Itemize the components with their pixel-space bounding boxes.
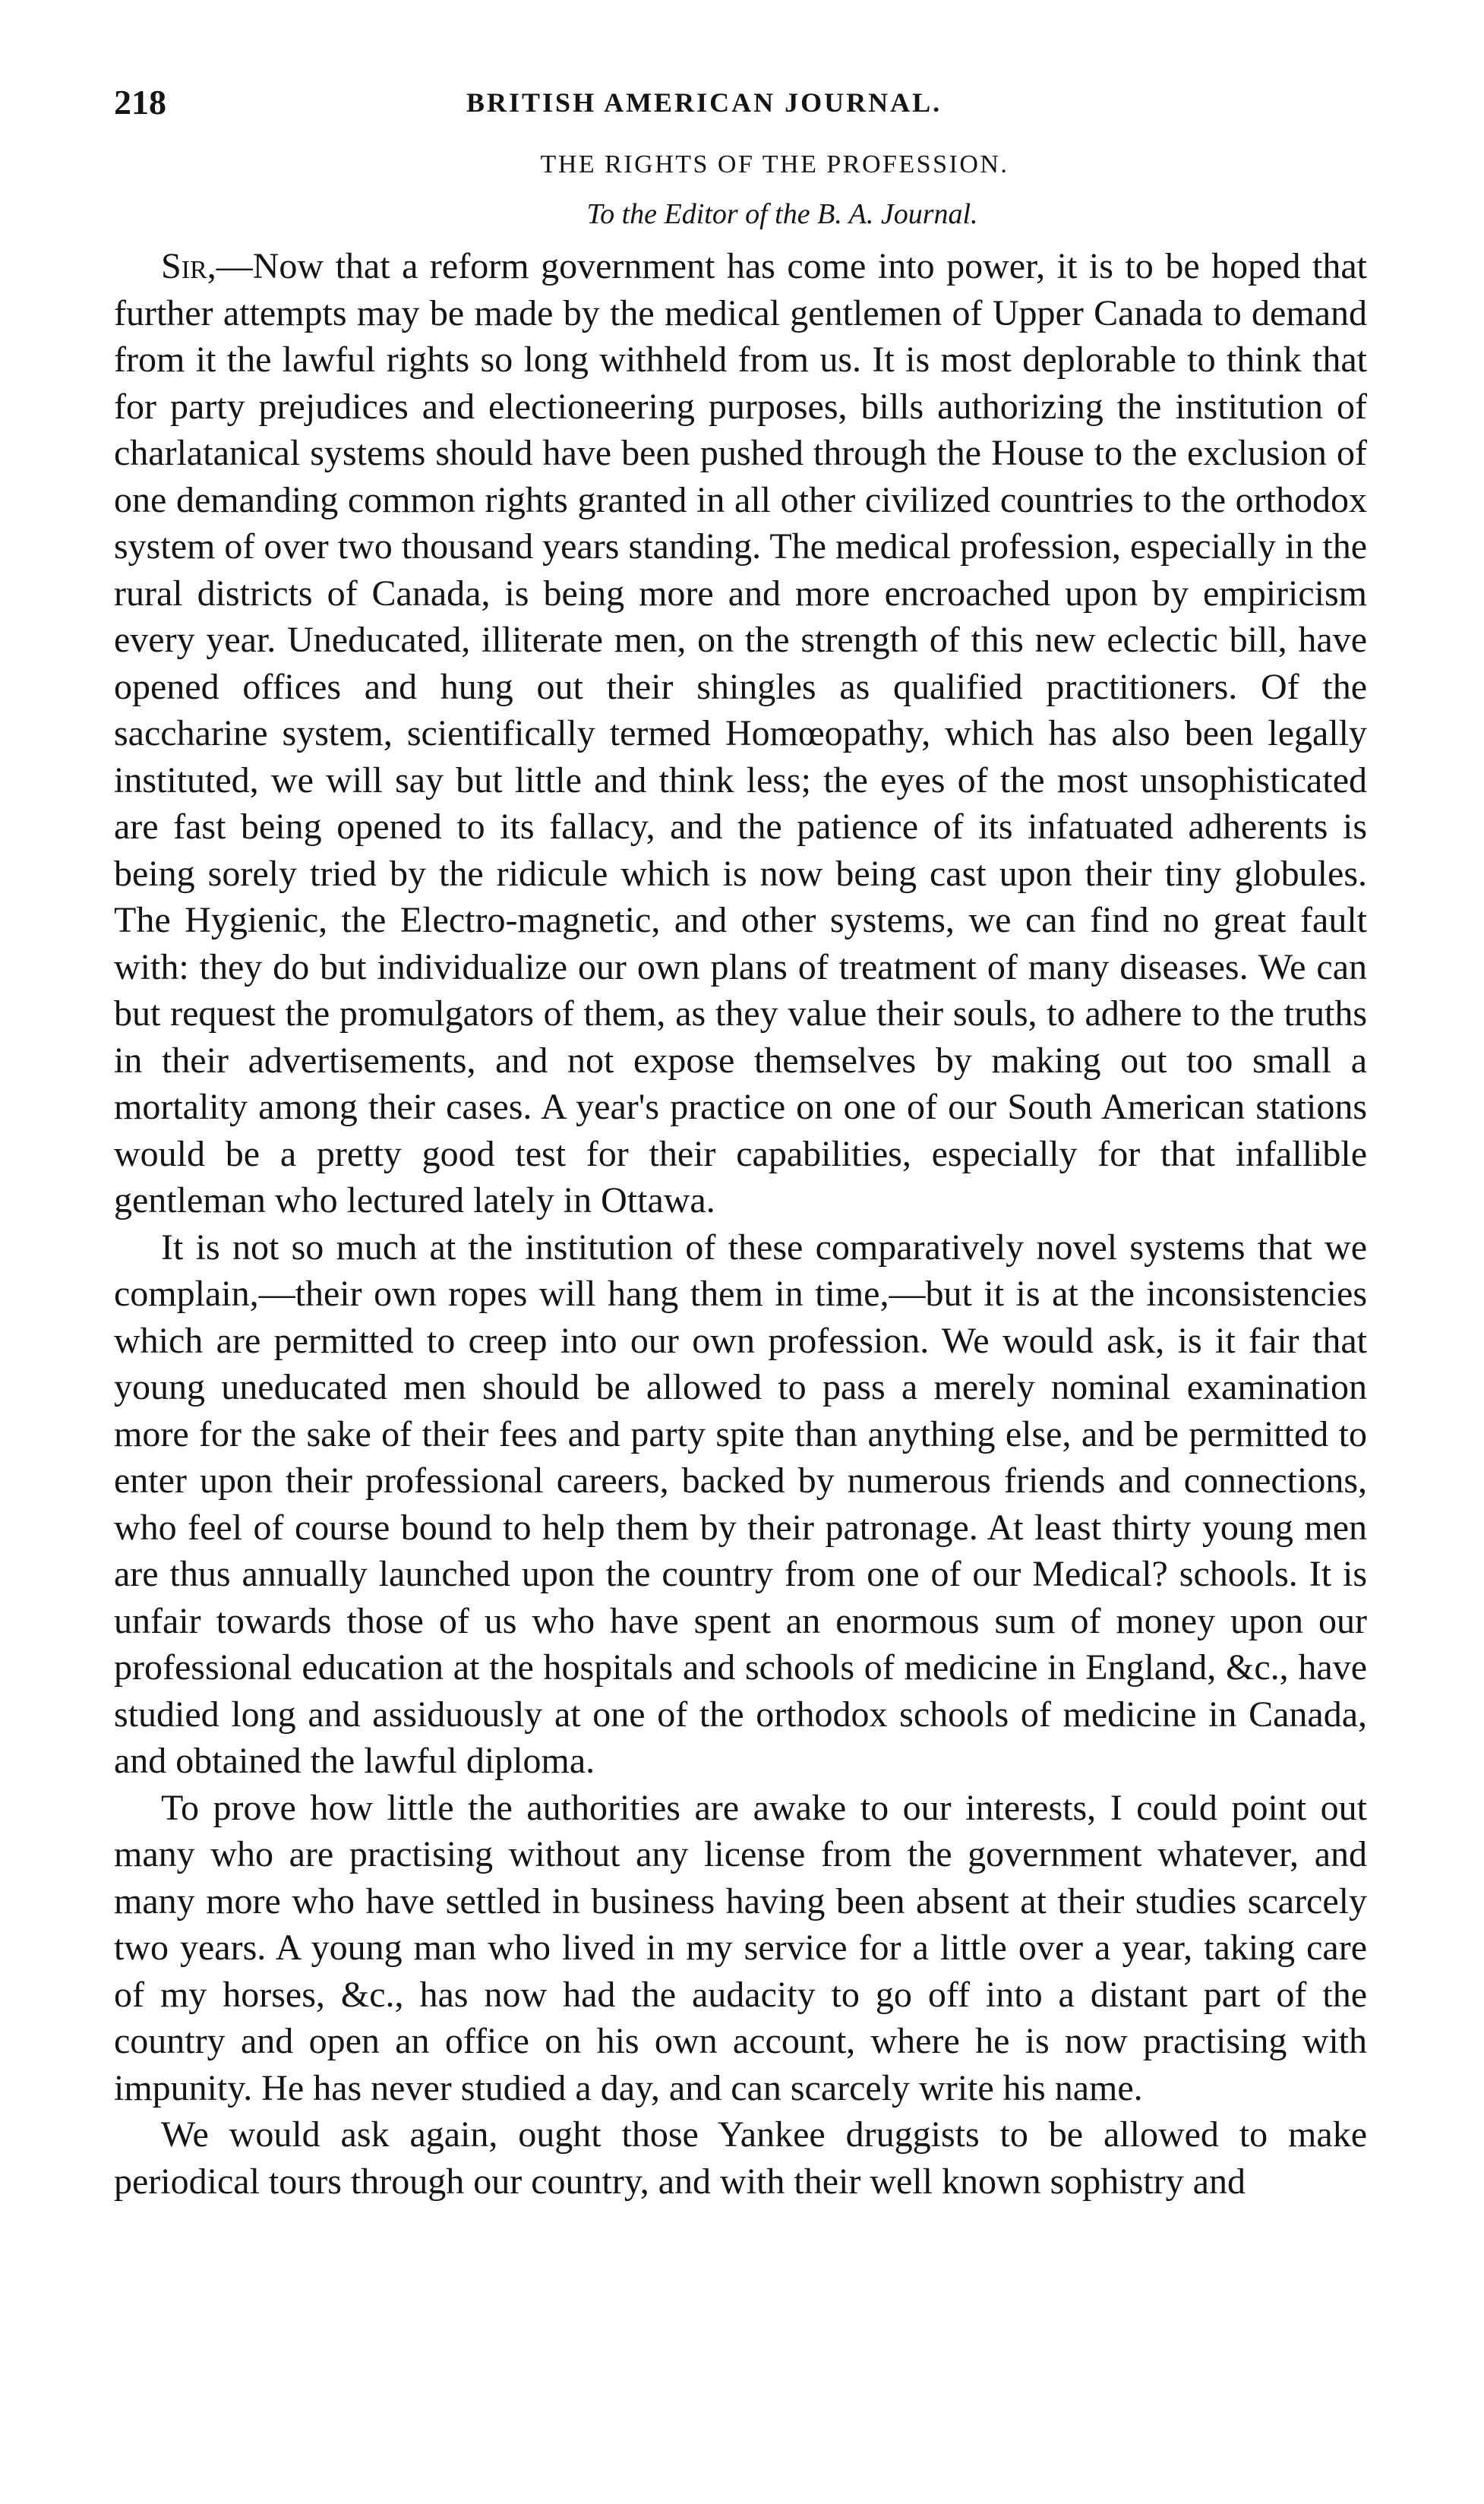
paragraph-3: To prove how little the authorities are awake to our interests, I could point out many who are practising without any license from the government whatever, and many more who have settled in business having been absent at their studies scarcely two years. A young man who lived in my service for a little over a year, taking care of my horses, &c., has now had the audacity to go off into a distant part of the country and open an office on his own account, where he is now practising with impunity. He has never studied a day, and can scarcely write his name. (114, 1787, 1367, 2108)
journal-title: BRITISH AMERICAN JOURNAL. (466, 87, 942, 118)
paragraph-2: It is not so much at the institution of these comparatively novel systems that we complain,—their own ropes will hang them in time,—but it is at the inconsistencies which are permitted to creep into our own profession. We would ask, is it fair that young uneducated men should be allowed to pass a merely nominal examination more for the sake of their fees and party spite than anything else, and be permitted to enter upon their professional careers, backed by numerous friends and connections, who feel of course bound to help them by their patronage. At least thirty young men are thus annually launched upon the country from one of our Medical? schools. It is unfair towards those of us who have spent an enormous sum of money upon our professional education at the hospitals and schools of medicine in England, &c., have studied long and assiduously at one of the orthodox schools of medicine in Canada, and obtained the lawful diploma. (114, 1227, 1367, 1781)
running-head (114, 82, 1367, 128)
paragraph-1-text: —Now that a reform government has come into power, it is to be hoped that further attempts may be made by the medical gentlemen of Upper Canada to demand from it the lawful rights so long withheld from us. It is most deplorable to think that for party prejudices and electioneering purposes, bills authorizing the institution of charlatanical systems should have been pushed through the House to the exclusion of one demanding common rights granted in all other civilized countries to the orthodox system of over two thousand years standing. The medical profession, especially in the rural districts of Canada, is being more and more encroached upon by empiricism every year. Uneducated, illiterate men, on the strength of this new eclectic bill, have opened offices and hung out their shingles as qualified practitioners. Of the saccharine system, scientifically termed Homœopathy, which has also been legally instituted, we will say but little and think less; the eyes of the most unsophisticated are fast being opened to its fallacy, and the patience of its infatuated adherents is being sorely tried by the ridicule which is now being cast upon their tiny globules. The Hygienic, the Electro-magnetic, and other systems, we can find no great fault with: they do but individualize our own plans of treatment of many diseases. We can but request the promulgators of them, as they value their souls, to adhere to the truths in their advertisements, and not expose themselves by making out too small a mortality among their cases. A year's practice on one of our South American stations would be a pretty good test for their capabilities, especially for that infallible gentleman who lectured lately in Ottawa. (114, 246, 1367, 1220)
paragraph-1 (114, 243, 1367, 1224)
paragraph-4: We would ask again, ought those Yankee druggists to be allowed to make periodical tours through our country, and with their well known sophistry and (114, 2114, 1367, 2202)
salutation: Sir, (161, 246, 216, 286)
article-body (114, 243, 1367, 2205)
addressee-line: To the Editor of the B. A. Journal. (586, 198, 978, 230)
journal-page (114, 82, 1367, 2205)
article-title: THE RIGHTS OF THE PROFESSION. (540, 150, 1009, 178)
page-number: 218 (114, 83, 166, 122)
